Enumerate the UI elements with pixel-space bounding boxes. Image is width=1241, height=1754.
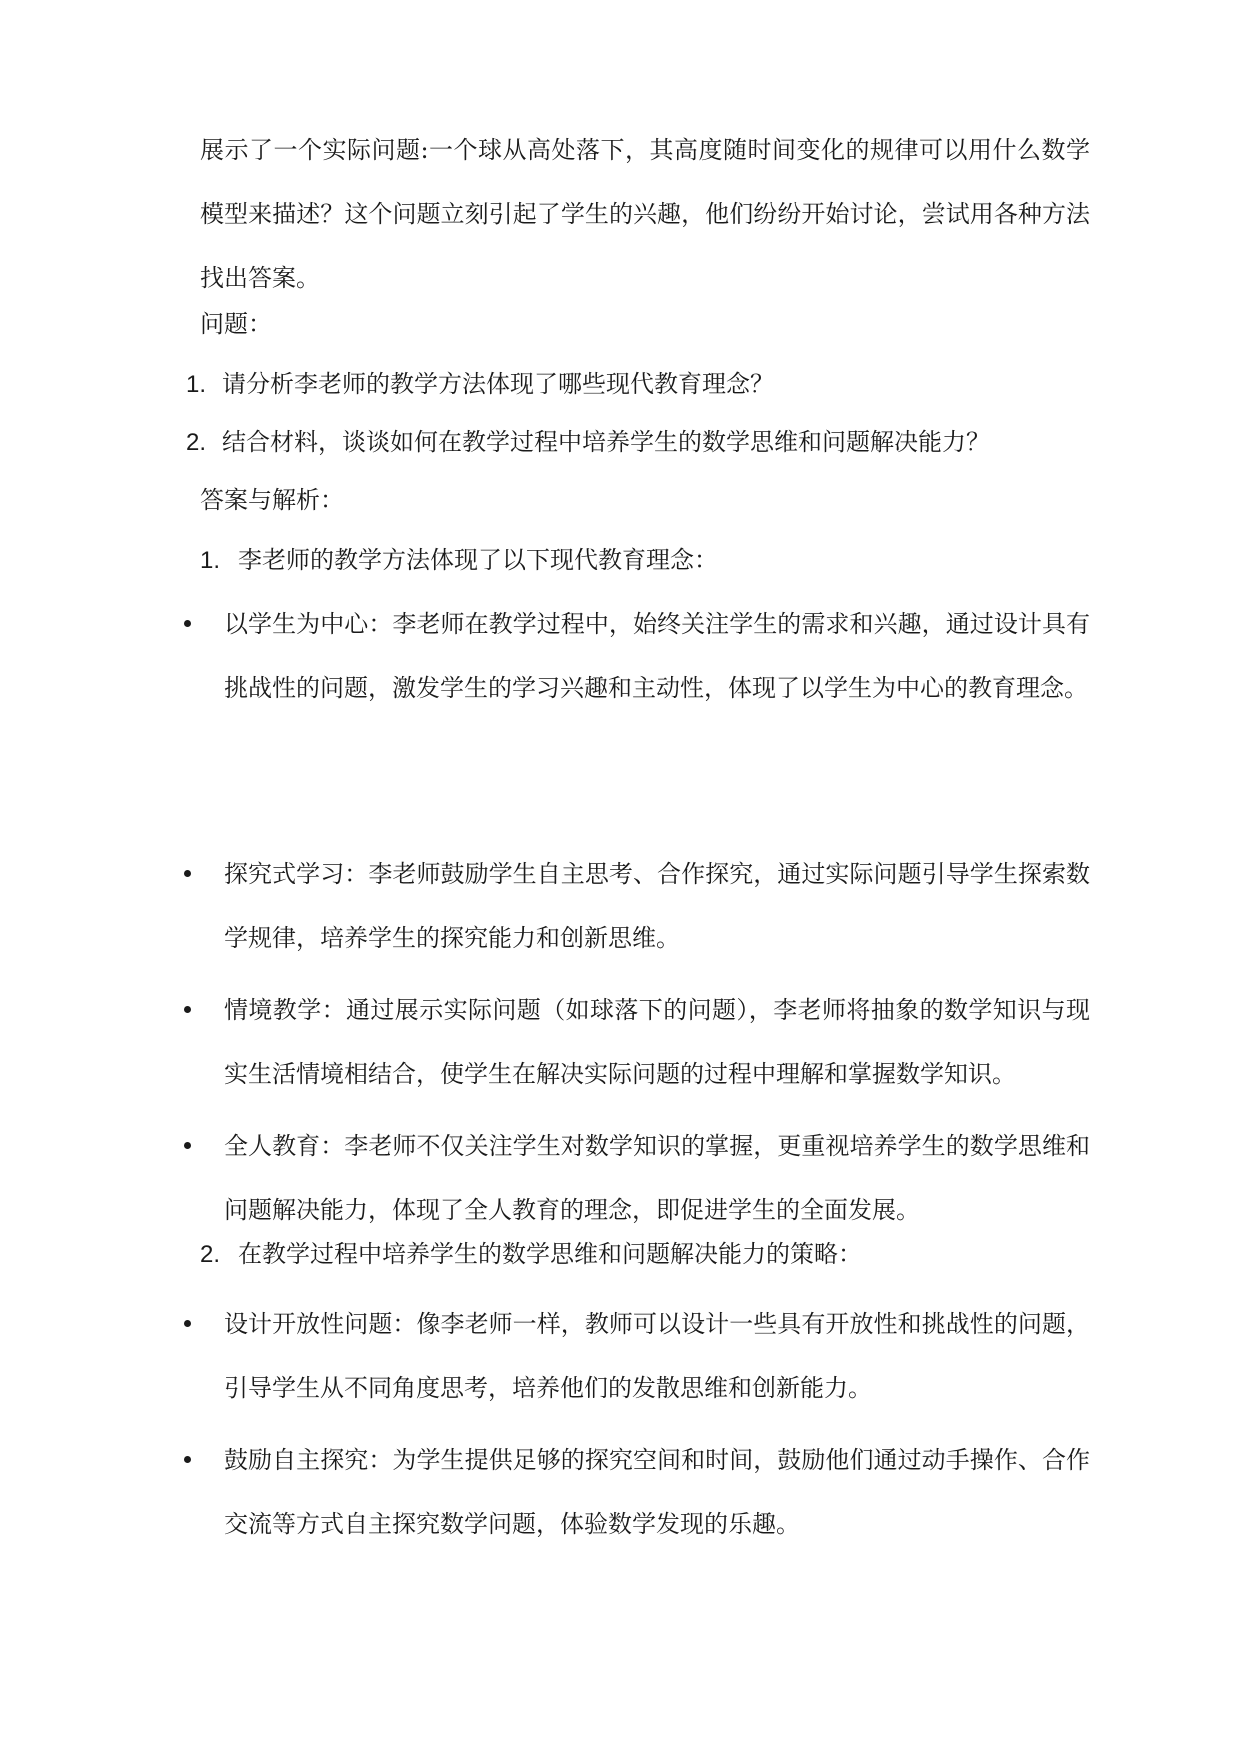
bullet-icon xyxy=(184,1456,191,1463)
answer-title: 李老师的教学方法体现了以下现代教育理念： xyxy=(238,546,718,574)
answer-number: 2. xyxy=(200,1241,221,1268)
bullet-text: 探究式学习：李老师鼓励学生自主思考、合作探究，通过实际问题引导学生探索数学规律，培养学生的探究能力和创新思维。 xyxy=(224,860,1090,952)
bullet-text: 设计开放性问题：像李老师一样，教师可以设计一些具有开放性和挑战性的问题，引导学生从不同角度思考，培养他们的发散思维和创新能力。 xyxy=(224,1310,1090,1402)
answers-heading: 答案与解析： xyxy=(200,486,344,514)
intro-paragraph: 展示了一个实际问题:一个球从高处落下，其高度随时间变化的规律可以用什么数学模型来描述？这个问题立刻引起了学生的兴趣，他们纷纷开始讨论，尝试用各种方法找出答案。 xyxy=(200,136,1090,292)
bullet-icon xyxy=(184,1320,191,1327)
bullet-text: 鼓励自主探究：为学生提供足够的探究空间和时间，鼓励他们通过动手操作、合作交流等方式自主探究数学问题，体验数学发现的乐趣。 xyxy=(224,1446,1090,1538)
answer-section-title xyxy=(200,1236,862,1273)
bullet-text: 情境教学：通过展示实际问题（如球落下的问题），李老师将抽象的数学知识与现实生活情境相结合，使学生在解决实际问题的过程中理解和掌握数学知识。 xyxy=(224,996,1090,1088)
bullet-text: 以学生为中心：李老师在教学过程中，始终关注学生的需求和兴趣，通过设计具有挑战性的问题，激发学生的学习兴趣和主动性，体现了以学生为中心的教育理念。 xyxy=(224,610,1090,702)
answer-section-title xyxy=(200,542,718,579)
question-item xyxy=(186,424,990,461)
answer-title: 在教学过程中培养学生的数学思维和问题解决能力的策略： xyxy=(238,1240,862,1268)
question-number: 1. xyxy=(186,371,207,398)
bullet-icon xyxy=(184,1006,191,1013)
questions-heading: 问题： xyxy=(200,310,272,338)
question-item xyxy=(186,366,774,403)
bullet-icon xyxy=(184,620,191,627)
question-text: 结合材料，谈谈如何在教学过程中培养学生的数学思维和问题解决能力？ xyxy=(222,428,990,456)
bullet-text: 全人教育：李老师不仅关注学生对数学知识的掌握，更重视培养学生的数学思维和问题解决能力，体现了全人教育的理念，即促进学生的全面发展。 xyxy=(224,1132,1090,1224)
question-text: 请分析李老师的教学方法体现了哪些现代教育理念？ xyxy=(222,370,774,398)
answer-number: 1. xyxy=(200,547,221,574)
bullet-icon xyxy=(184,870,191,877)
bullet-icon xyxy=(184,1142,191,1149)
question-number: 2. xyxy=(186,429,207,456)
